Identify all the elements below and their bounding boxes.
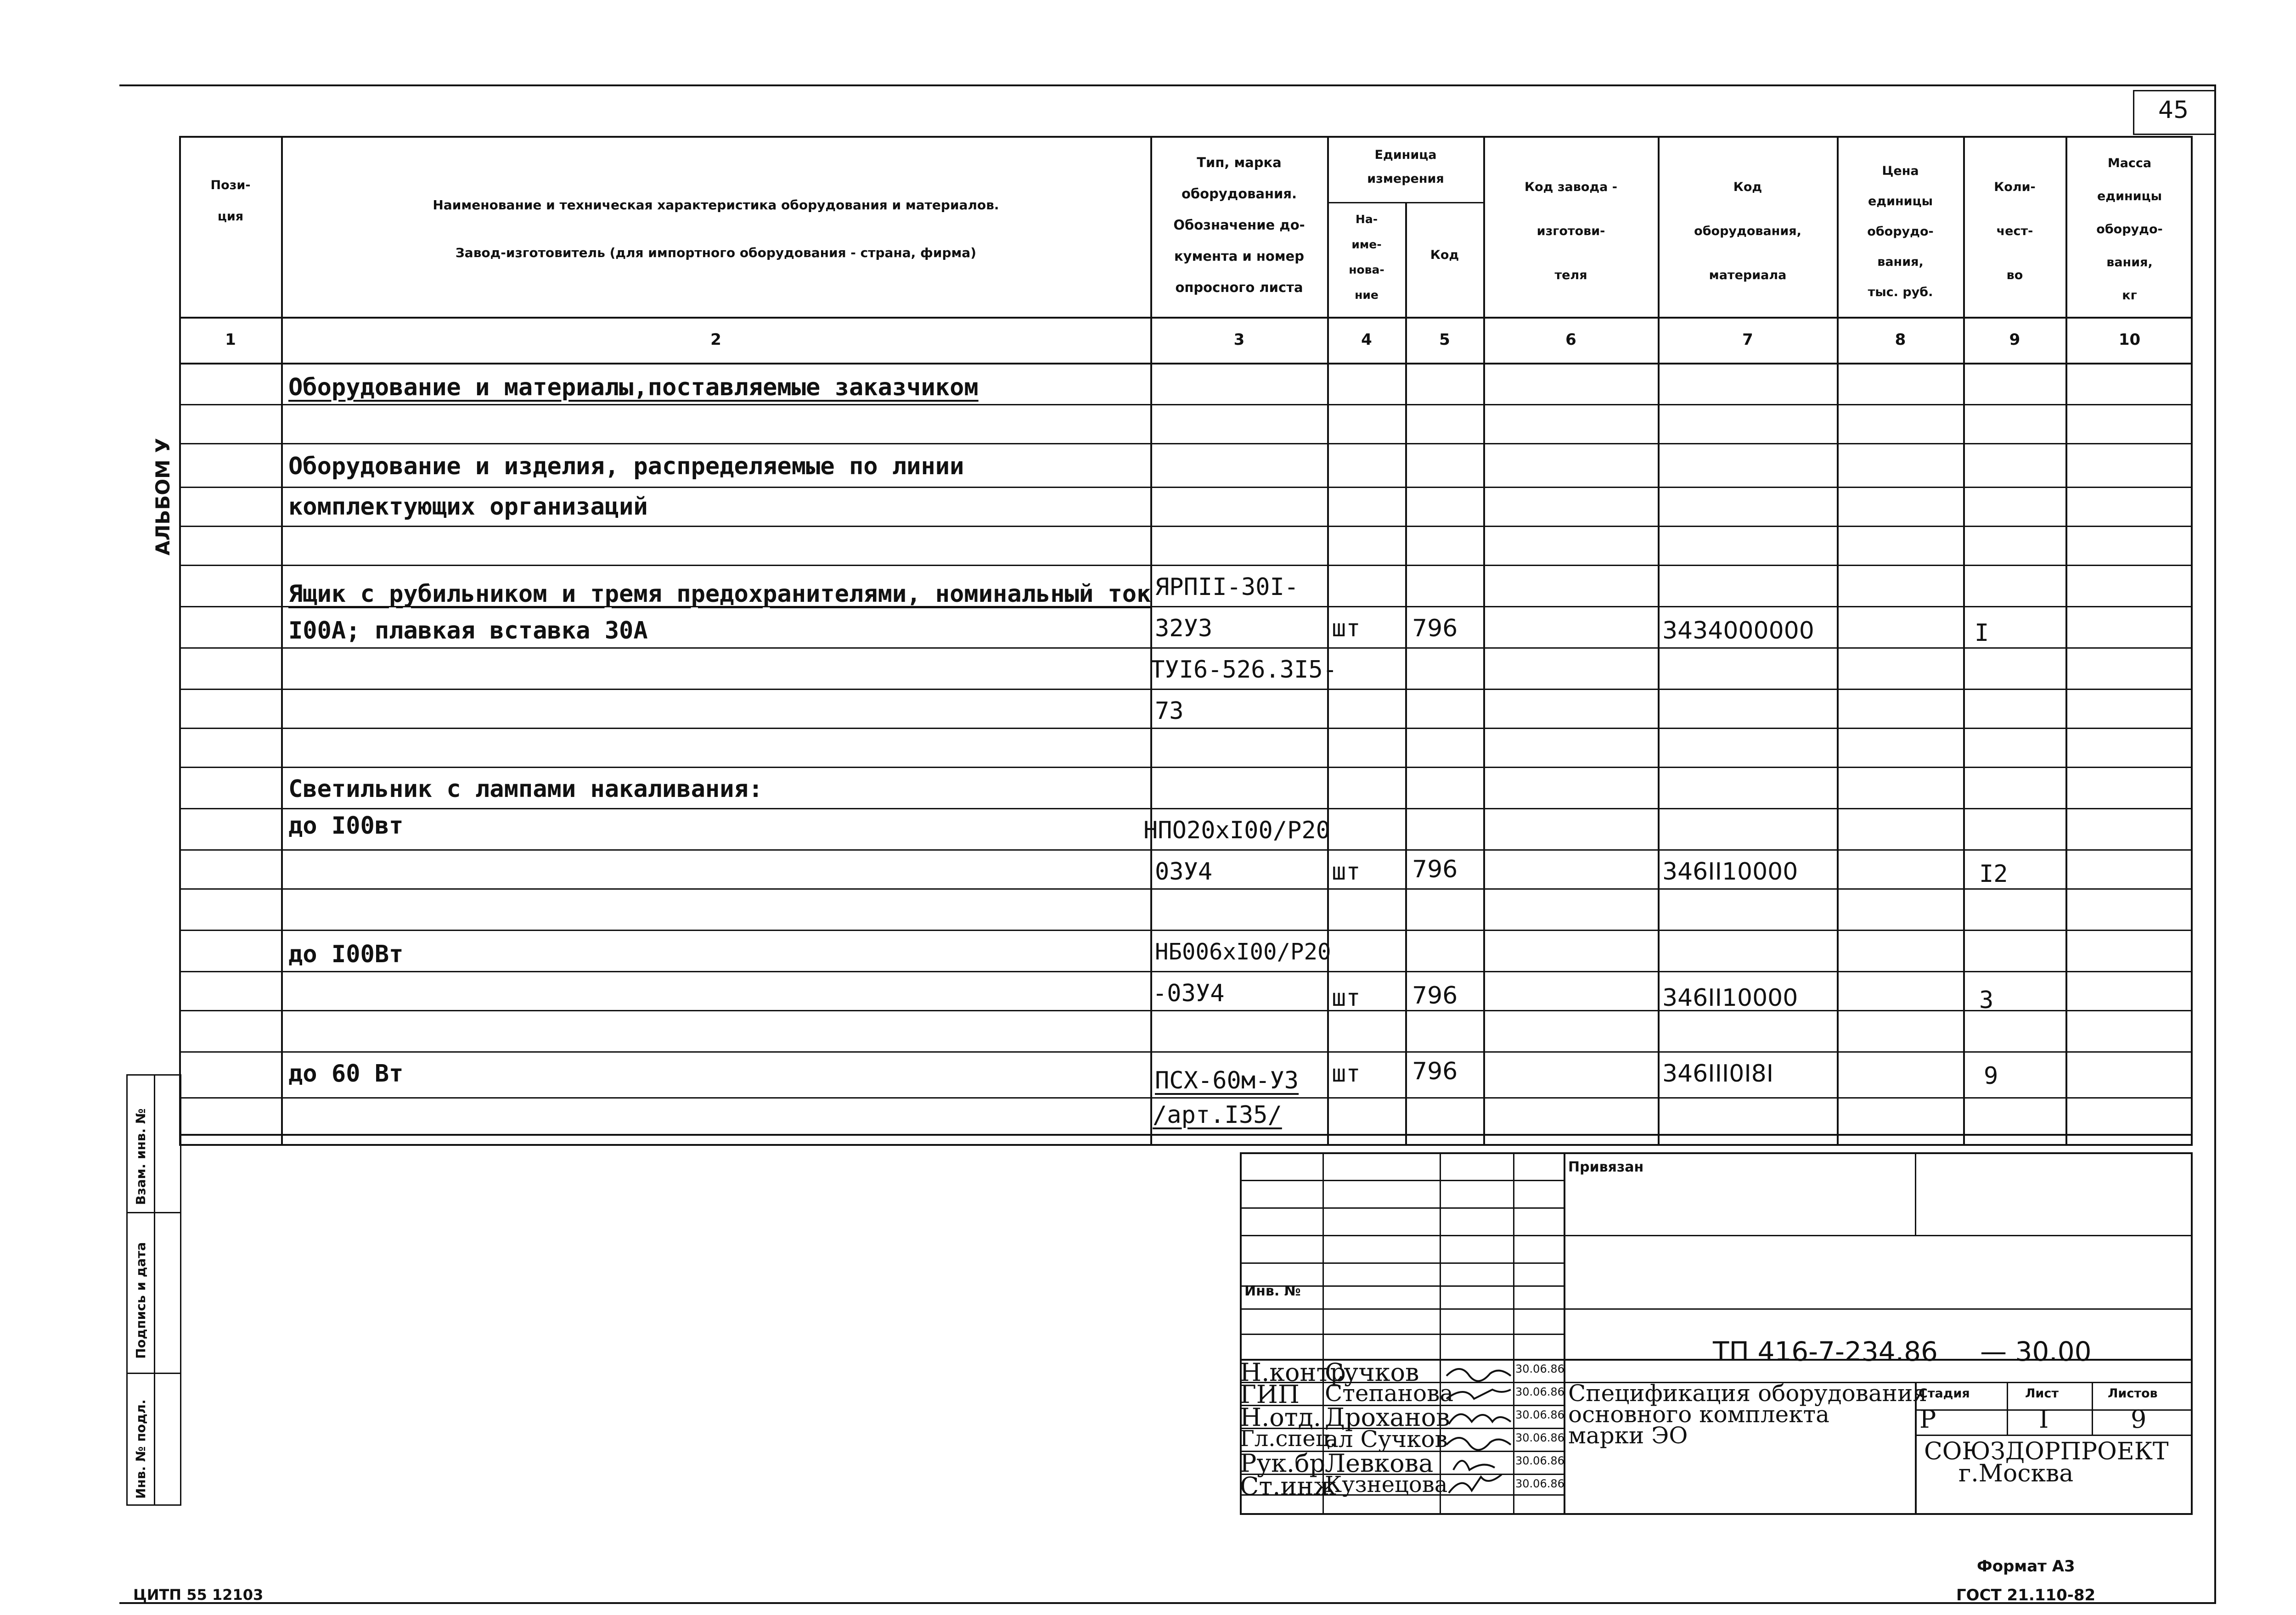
stadia-label: Стадия	[1919, 1386, 1970, 1401]
tb-line	[2092, 1382, 2093, 1435]
colnum-10: 10	[2118, 331, 2141, 349]
cell-name: Светильник с лампами накаливания:	[288, 775, 763, 803]
cell-type: НБ006хI00/Р20	[1155, 939, 1331, 965]
tb-line	[2007, 1382, 2008, 1435]
header-col10: Масса единицы оборудо- вания, кг	[2096, 156, 2163, 303]
colnum-1: 1	[225, 331, 236, 349]
sign-date: 30.06.86	[1515, 1408, 1564, 1421]
cell-unit: шт	[1332, 858, 1361, 886]
person-name: Сучков	[1325, 1358, 1419, 1387]
cell-qty: 3	[1979, 987, 1994, 1014]
header-col4: На- име- нова- ние	[1349, 213, 1384, 302]
role-label: ГИП	[1240, 1380, 1300, 1409]
signature-scribbles-icon	[1442, 1360, 1515, 1497]
cell-material: 346II10000	[1662, 984, 1798, 1012]
sign-date: 30.06.86	[1515, 1431, 1564, 1444]
colnum-8: 8	[1895, 331, 1906, 349]
row-line	[179, 443, 2193, 444]
row-line	[179, 1051, 2193, 1053]
list-label: Лист	[2025, 1386, 2059, 1401]
top-border	[119, 84, 2216, 86]
cell-name: комплектующих организаций	[288, 493, 648, 521]
row-line	[179, 930, 2193, 931]
right-border	[2214, 84, 2216, 1604]
doc-code: ТП 416-7-234.86 — 30.00	[1713, 1336, 2092, 1367]
podpis-label: Подпись и дата	[133, 1242, 148, 1359]
cell-qty: I2	[1979, 860, 2008, 888]
role-label: Н.контр	[1240, 1358, 1346, 1387]
cell-type: 32У3	[1155, 615, 1213, 642]
colnum-9: 9	[2009, 331, 2020, 349]
col-line-1	[281, 136, 283, 1146]
cell-material: 346II10000	[1662, 858, 1798, 886]
header-col45-group: Единица измерения	[1367, 148, 1444, 186]
cell-material: 346III0I8I	[1662, 1060, 1774, 1088]
colnum-2: 2	[710, 331, 721, 349]
sign-date: 30.06.86	[1515, 1454, 1564, 1467]
list-value: I	[2039, 1405, 2049, 1434]
tb-line	[1915, 1409, 2193, 1411]
cell-code: 796	[1412, 615, 1458, 642]
gost-label: ГОСТ 21.110-82	[1956, 1586, 2096, 1604]
vzam-label: Взам. инв. №	[133, 1108, 148, 1205]
cell-name: до 60 Вт	[288, 1060, 404, 1088]
colnum-4: 4	[1361, 331, 1372, 349]
sign-date: 30.06.86	[1515, 1385, 1564, 1398]
cell-code: 796	[1412, 856, 1458, 883]
cell-qty: 9	[1984, 1062, 1998, 1090]
cell-name: до I00Вт	[288, 941, 404, 968]
cell-name: до I00вт	[288, 812, 404, 840]
person-name: Дроханов	[1325, 1403, 1450, 1432]
colnum-bottom-line	[179, 363, 2193, 364]
cell-name: Ящик с рубильником и тремя предохранителями, номинальный ток	[288, 580, 1151, 608]
cell-material: 3434000000	[1662, 617, 1814, 645]
cell-type: ТУI6-526.3I5-	[1150, 656, 1337, 684]
tb-line	[1240, 1308, 2193, 1310]
tb-line	[1240, 1180, 1564, 1181]
tb-line	[1240, 1334, 1564, 1335]
cell-name: I00A; плавкая вставка 30А	[288, 617, 648, 645]
header-col1: Пози- ция	[210, 178, 251, 224]
privyazan-label: Привязан	[1568, 1159, 1644, 1175]
cell-type: 73	[1155, 697, 1184, 725]
header-col5: Код	[1430, 248, 1459, 262]
cell-unit: шт	[1332, 615, 1361, 642]
org-name: СОЮЗДОРПРОЕКТ	[1924, 1438, 2169, 1465]
inv-label: Инв. № подл.	[133, 1399, 148, 1499]
drawing-title: марки ЭО	[1568, 1422, 1688, 1449]
tb-line	[1915, 1435, 2193, 1436]
tb-line	[1240, 1235, 2193, 1236]
album-label: АЛЬБОМ У	[152, 438, 174, 555]
drawing-title: Спецификация оборудования	[1568, 1380, 1927, 1407]
cell-type: -03У4	[1153, 980, 1225, 1007]
page-number: 45	[2158, 96, 2189, 124]
cell-type: НПО20хI00/Р20	[1143, 817, 1330, 844]
header-col6: Код завода - изготови- теля	[1525, 180, 1617, 282]
cell-type: ПСХ-60м-У3	[1155, 1067, 1299, 1094]
row-line	[179, 728, 2193, 729]
cell-qty: I	[1975, 619, 1989, 647]
listov-value: 9	[2131, 1405, 2147, 1434]
header-col2: Наименование и техническая характеристика оборудования и материалов. Завод-изготовитель (для импортного оборудования - страна, фирма)	[433, 197, 999, 260]
person-name: Левкова	[1325, 1449, 1434, 1478]
row-line	[179, 767, 2193, 768]
colnum-6: 6	[1565, 331, 1576, 349]
cell-type: 03У4	[1155, 858, 1213, 886]
person-name: Степанова	[1325, 1380, 1454, 1407]
colnum-3: 3	[1233, 331, 1245, 349]
cell-name: Оборудование и изделия, распределяемые по линии	[288, 453, 964, 480]
person-name: ал Сучков	[1325, 1426, 1448, 1452]
drawing-title: основного комплекта	[1568, 1401, 1829, 1428]
org-city: г.Москва	[1958, 1460, 2074, 1487]
inv-no-label: Инв. №	[1244, 1283, 1301, 1299]
section-title: Оборудование и материалы,поставляемые заказчиком	[288, 374, 979, 401]
sign-date: 30.06.86	[1515, 1477, 1564, 1490]
colnum-5: 5	[1439, 331, 1450, 349]
side-stamp-line	[154, 1074, 155, 1506]
colnum-7: 7	[1742, 331, 1753, 349]
role-label: Ст.инж	[1240, 1472, 1337, 1501]
cell-type: ЯРПII-30I-	[1155, 573, 1299, 601]
role-label: Н.отд.	[1240, 1403, 1322, 1432]
header-col3: Тип, марка оборудования. Обозначение до- кумента и номер опросного листа	[1173, 155, 1305, 295]
header-col8: Цена единицы оборудо- вания, тыс. руб.	[1867, 164, 1934, 299]
tb-line	[1240, 1262, 1564, 1264]
header-col9: Коли- чест- во	[1994, 180, 2036, 282]
cell-unit: шт	[1332, 984, 1361, 1012]
citp-label: ЦИТП 55 12103	[133, 1586, 264, 1604]
bottom-border	[119, 1602, 2216, 1604]
stadia-value: Р	[1919, 1405, 1936, 1434]
row-line	[179, 565, 2193, 566]
person-name: Кузнецова	[1325, 1472, 1448, 1497]
cell-code: 796	[1412, 982, 1458, 1009]
tb-line	[1240, 1207, 1564, 1209]
role-label: Гл.спец.	[1240, 1426, 1337, 1452]
tb-line	[1915, 1152, 1916, 1235]
cell-unit: шт	[1332, 1060, 1361, 1088]
format-label: Формат А3	[1977, 1557, 2075, 1576]
cell-type: /арт.I35/	[1153, 1101, 1282, 1129]
sign-date: 30.06.86	[1515, 1363, 1564, 1375]
cell-code: 796	[1412, 1058, 1458, 1085]
listov-label: Листов	[2108, 1386, 2158, 1401]
role-label: Рук.бр	[1240, 1449, 1326, 1478]
header-col7: Код оборудования, материала	[1694, 180, 1801, 282]
